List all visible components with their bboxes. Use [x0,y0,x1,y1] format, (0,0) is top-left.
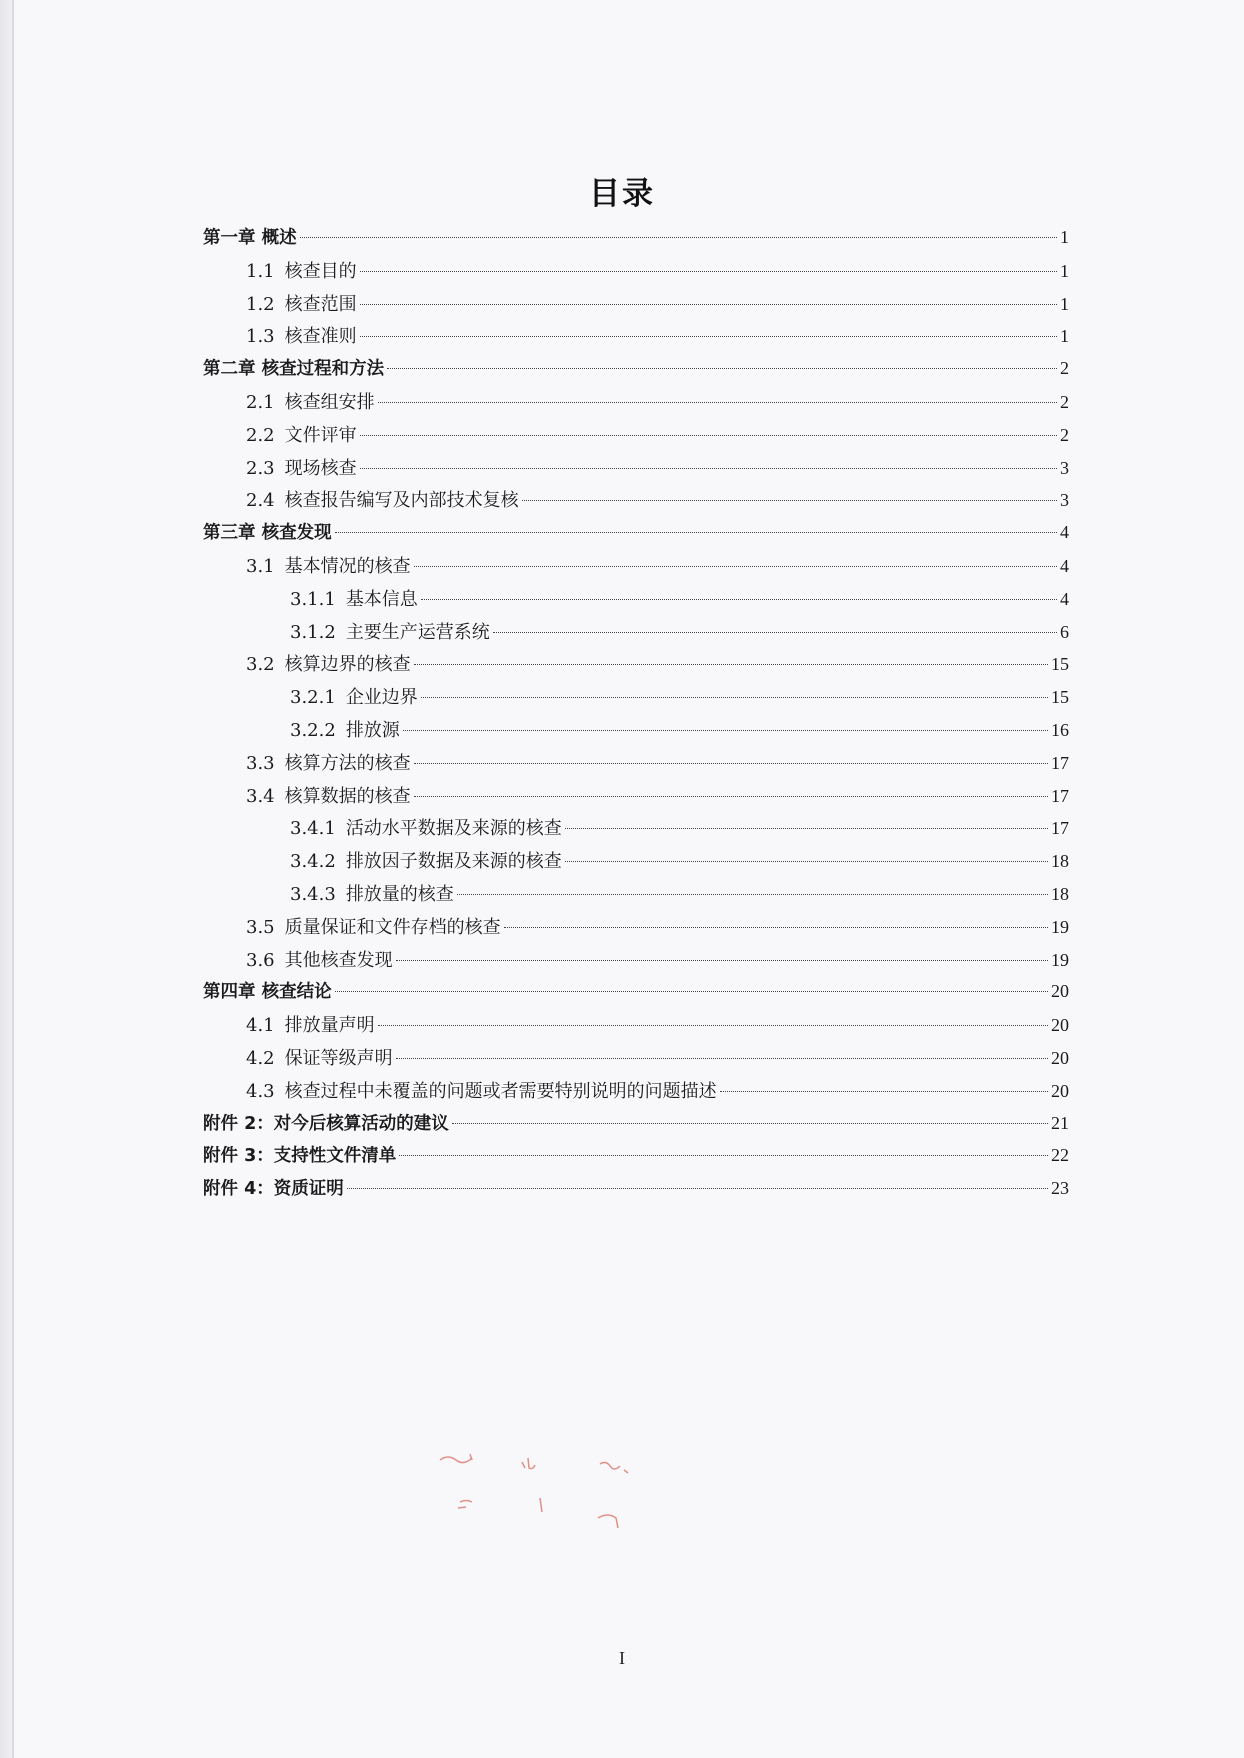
toc-entry-label [203,224,297,249]
toc-entry-text: 核算数据的核查 [284,785,411,807]
toc-chapter-entry[interactable] [203,1175,1069,1208]
toc-entry-label [246,552,411,578]
dot-leader [421,599,1057,600]
toc-entry-text: 排放因子数据及来源的核查 [345,851,562,873]
toc-entry-label [290,814,562,840]
toc-entry-label [246,946,393,972]
toc-section-entry[interactable] [203,486,1069,519]
table-of-contents [203,224,1069,1208]
toc-subsection-entry[interactable] [203,847,1069,880]
toc-entry-page-number: 15 [1051,654,1069,675]
toc-entry-page-number: 18 [1051,851,1069,872]
toc-entry-number: 3.4 [246,785,275,807]
toc-entry-number: 3.1.1 [290,588,336,610]
toc-subsection-entry[interactable] [203,880,1069,913]
toc-entry-page-number: 1 [1060,260,1069,281]
dot-leader [347,1188,1048,1189]
toc-entry-page-number: 4 [1060,522,1069,543]
toc-entry-number: 2.4 [246,490,275,512]
toc-entry-text: 现场核查 [284,457,357,479]
toc-entry-page-number: 16 [1051,719,1069,740]
dot-leader [360,304,1057,305]
toc-entry-number: 3.5 [246,916,275,938]
dot-leader [360,336,1057,337]
dot-leader [378,402,1057,403]
toc-entry-number: 3.6 [246,949,275,971]
toc-entry-label [290,716,400,742]
toc-subsection-entry[interactable] [203,585,1069,618]
toc-entry-page-number: 20 [1051,981,1069,1002]
toc-entry-number: 1.2 [246,293,275,315]
toc-entry-number: 3.2 [246,654,275,676]
toc-entry-page-number: 23 [1051,1178,1069,1199]
toc-chapter-entry[interactable] [203,978,1069,1011]
toc-entry-text: 基本信息 [345,588,418,610]
toc-entry-label [246,454,357,480]
toc-entry-text: 主要生产运营系统 [345,621,490,643]
dot-leader [396,960,1048,961]
toc-section-entry[interactable] [203,322,1069,355]
dot-leader [414,566,1057,567]
toc-section-entry[interactable] [203,1011,1069,1044]
dot-leader [360,468,1057,469]
scan-edge [0,0,12,1758]
toc-entry-number: 3.4.2 [290,851,336,873]
toc-section-entry[interactable] [203,421,1069,454]
toc-entry-page-number: 15 [1051,687,1069,708]
toc-entry-page-number: 2 [1060,391,1069,412]
toc-entry-text: 核查报告编写及内部技术复核 [284,490,519,512]
toc-entry-page-number: 20 [1051,1015,1069,1036]
toc-entry-label [203,1110,449,1135]
toc-entry-page-number: 17 [1051,818,1069,839]
toc-entry-text: 排放源 [345,719,400,741]
toc-entry-number: 3.4.1 [290,818,336,840]
dot-leader [421,697,1048,698]
toc-entry-text: 第四章 核查结论 [203,982,332,1003]
toc-entry-label [246,421,357,447]
toc-entry-text: 核查组安排 [284,391,375,413]
toc-entry-page-number: 21 [1051,1112,1069,1133]
toc-entry-label [203,1175,344,1200]
toc-section-entry[interactable] [203,749,1069,782]
toc-section-entry[interactable] [203,1044,1069,1077]
toc-entry-label [290,618,490,644]
toc-entry-label [290,880,454,906]
toc-entry-page-number: 2 [1060,358,1069,379]
toc-entry-text: 其他核查发现 [284,949,393,971]
toc-entry-label [246,290,357,316]
toc-entry-text: 核查过程中未覆盖的问题或者需要特别说明的问题描述 [284,1080,717,1102]
dot-leader [720,1091,1048,1092]
dot-leader [493,632,1057,633]
toc-entry-page-number: 6 [1060,621,1069,642]
toc-entry-label [246,388,375,414]
toc-section-entry[interactable] [203,913,1069,946]
toc-section-entry[interactable] [203,650,1069,683]
dot-leader [396,1058,1048,1059]
toc-entry-label [290,585,418,611]
toc-entry-number: 3.2.1 [290,687,336,709]
toc-entry-text: 基本情况的核查 [284,555,411,577]
toc-entry-text: 核查准则 [284,326,357,348]
toc-entry-text: 第一章 概述 [203,228,297,248]
toc-section-entry[interactable] [203,1077,1069,1110]
toc-entry-page-number: 3 [1060,457,1069,478]
dot-leader [565,861,1048,862]
dot-leader [414,763,1048,764]
toc-entry-number: 4.1 [246,1015,275,1037]
toc-entry-text: 活动水平数据及来源的核查 [345,818,562,840]
toc-entry-label [246,322,357,348]
toc-entry-page-number: 22 [1051,1145,1069,1166]
toc-chapter-entry[interactable] [203,519,1069,552]
toc-entry-label [246,1011,375,1037]
toc-entry-text: 第二章 核查过程和方法 [203,359,385,380]
toc-chapter-entry[interactable] [203,1110,1069,1143]
dot-leader [335,532,1057,533]
toc-entry-text: 排放量的核查 [345,883,454,905]
toc-entry-page-number: 20 [1051,1080,1069,1101]
toc-entry-number: 4.3 [246,1080,275,1102]
toc-section-entry[interactable] [203,290,1069,323]
toc-entry-label [246,257,357,283]
toc-entry-label [203,1142,396,1167]
toc-entry-number: 3.1 [246,555,275,577]
toc-entry-page-number: 1 [1060,293,1069,314]
dot-leader [504,927,1048,928]
toc-entry-number: 1.3 [246,326,275,348]
dot-leader [452,1123,1048,1124]
faded-stamp-remnant [430,1440,680,1560]
dot-leader [522,500,1057,501]
toc-entry-number: 2.1 [246,391,275,413]
toc-entry-label [246,749,411,775]
dot-leader [360,435,1057,436]
toc-entry-number: 3.2.2 [290,719,336,741]
toc-entry-label [203,355,384,380]
toc-entry-page-number: 19 [1051,949,1069,970]
dot-leader [387,368,1057,369]
dot-leader [399,1155,1048,1156]
toc-entry-page-number: 4 [1060,588,1069,609]
toc-section-entry[interactable] [203,782,1069,815]
toc-entry-label [246,1077,717,1103]
toc-entry-label [246,782,411,808]
toc-entry-label [203,978,332,1003]
dot-leader [403,730,1048,731]
toc-entry-label [246,650,411,676]
toc-entry-number: 3.1.2 [290,621,336,643]
toc-entry-text: 文件评审 [284,424,357,446]
toc-section-entry[interactable] [203,552,1069,585]
toc-chapter-entry[interactable] [203,1142,1069,1175]
toc-entry-text: 保证等级声明 [284,1047,393,1069]
dot-leader [300,237,1057,238]
toc-chapter-entry[interactable] [203,224,1069,257]
toc-entry-text: 排放量声明 [284,1015,375,1037]
toc-entry-page-number: 1 [1060,227,1069,247]
toc-section-entry[interactable] [203,946,1069,979]
dot-leader [457,894,1048,895]
dot-leader [414,796,1048,797]
toc-entry-number: 2.3 [246,457,275,479]
toc-entry-number: 1.1 [246,260,275,282]
toc-entry-text: 核查范围 [284,293,357,315]
toc-entry-label [290,683,418,709]
toc-entry-number: 3.4.3 [290,883,336,905]
toc-entry-text: 第三章 核查发现 [203,523,332,544]
toc-entry-text: 质量保证和文件存档的核查 [284,916,501,938]
toc-entry-page-number: 20 [1051,1047,1069,1068]
toc-entry-label [246,913,501,939]
toc-entry-page-number: 17 [1051,752,1069,773]
toc-entry-label [290,847,562,873]
dot-leader [378,1025,1048,1026]
toc-entry-text: 附件 4：资质证明 [203,1179,344,1200]
toc-subsection-entry[interactable] [203,716,1069,749]
toc-entry-page-number: 1 [1060,326,1069,347]
page-title: 目录 [589,176,655,212]
page-number: I [619,1648,625,1668]
toc-entry-page-number: 18 [1051,883,1069,904]
toc-entry-text: 核算边界的核查 [284,654,411,676]
dot-leader [335,991,1048,992]
dot-leader [360,271,1057,272]
toc-section-entry[interactable] [203,454,1069,487]
toc-entry-label [203,519,332,544]
toc-entry-number: 3.3 [246,752,275,774]
toc-entry-page-number: 4 [1060,555,1069,576]
toc-entry-page-number: 19 [1051,916,1069,937]
toc-section-entry[interactable] [203,388,1069,421]
toc-entry-page-number: 17 [1051,785,1069,806]
toc-entry-text: 附件 3：支持性文件清单 [203,1146,397,1167]
toc-subsection-entry[interactable] [203,618,1069,651]
toc-section-entry[interactable] [203,257,1069,290]
toc-entry-number: 4.2 [246,1047,275,1069]
toc-subsection-entry[interactable] [203,814,1069,847]
toc-entry-text: 企业边界 [345,687,418,709]
toc-entry-text: 核算方法的核查 [284,752,411,774]
dot-leader [565,828,1048,829]
toc-entry-page-number: 3 [1060,490,1069,511]
toc-entry-label [246,1044,393,1070]
toc-chapter-entry[interactable] [203,355,1069,388]
dot-leader [414,664,1048,665]
toc-subsection-entry[interactable] [203,683,1069,716]
toc-entry-label [246,486,519,512]
toc-entry-number: 2.2 [246,424,275,446]
toc-entry-text: 核查目的 [284,260,357,282]
toc-entry-text: 附件 2：对今后核算活动的建议 [203,1113,449,1134]
toc-entry-page-number: 2 [1060,424,1069,445]
